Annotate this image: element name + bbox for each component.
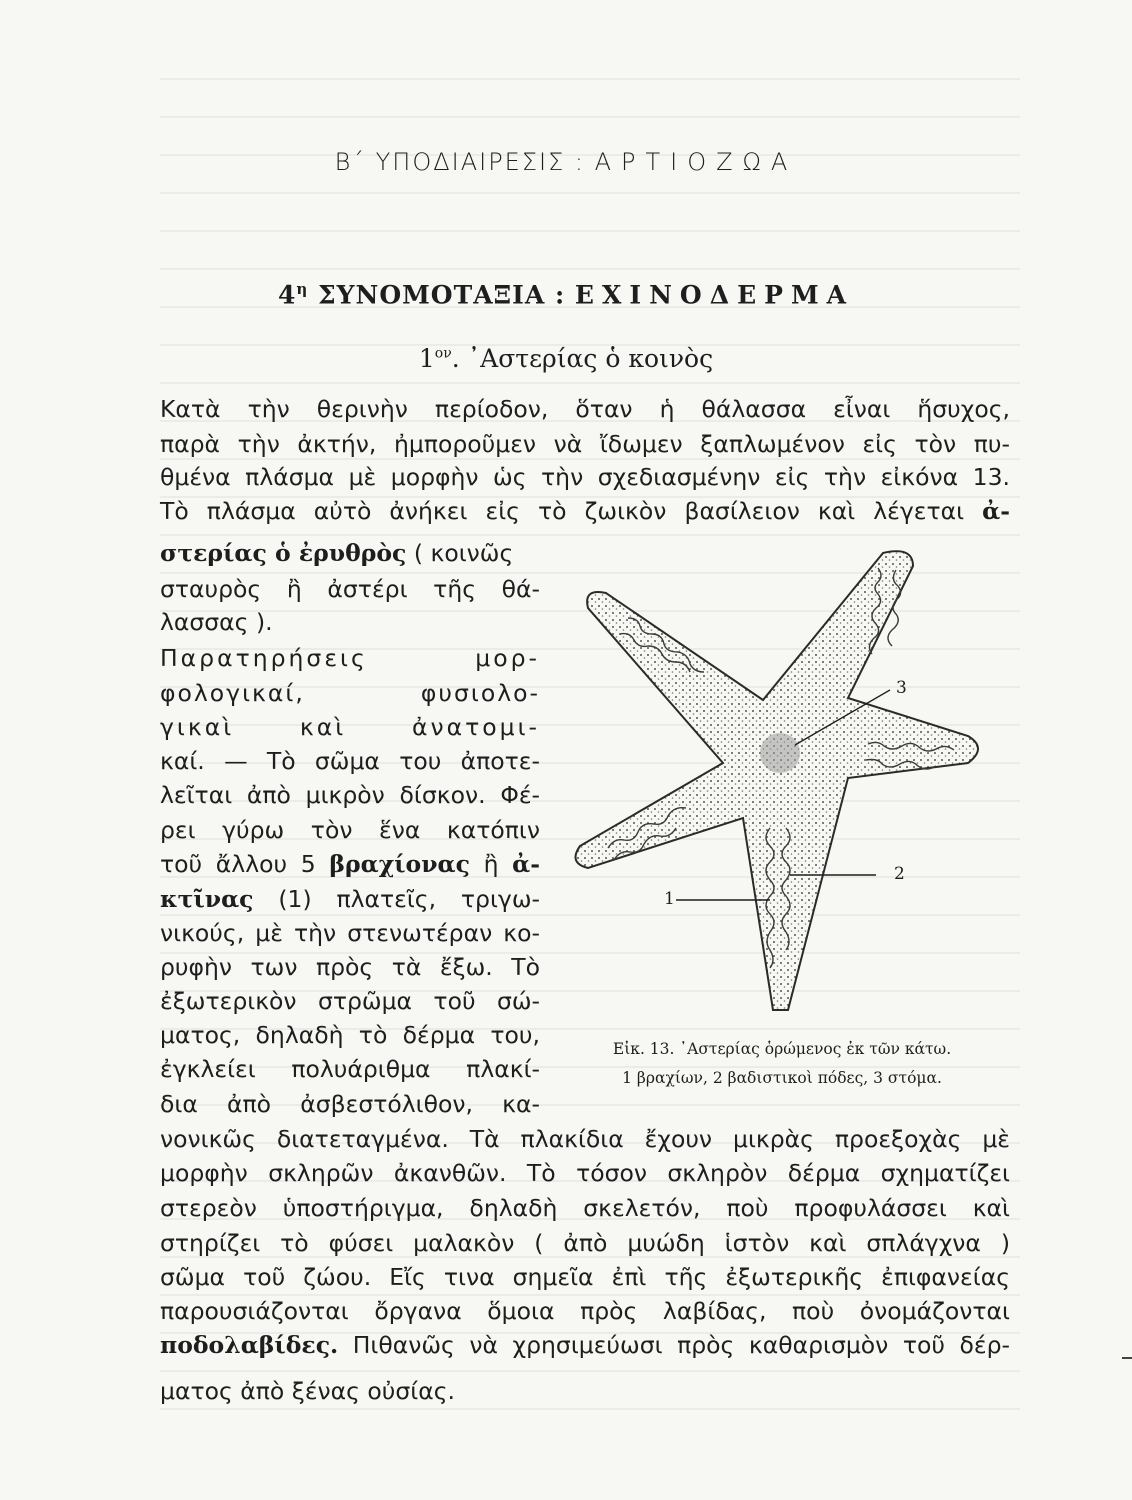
cont-line-8: ματος ἀπὸ ξένας οὐσίας. <box>160 1377 455 1405</box>
intro-line-5 <box>160 538 513 568</box>
term-brachionas: βραχίονας <box>329 850 470 878</box>
obs-line-7-or: ἢ <box>469 850 513 878</box>
obs-line-11: ἐξωτερικὸν στρῶμα τοῦ σώ- <box>160 987 540 1015</box>
phylum-ordinal: η <box>296 280 309 298</box>
obs-line-1: Παρατηρήσεις μορ- <box>160 644 540 672</box>
cont-line-1: νονικῶς διατεταγμένα. Τὰ πλακίδια ἔχουν μικρὰς προεξοχὰς μὲ <box>160 1125 1010 1153</box>
cont-line-4: στηρίζει τὸ φύσει μαλακὸν ( ἀπὸ μυώδη ἱστὸν καὶ σπλάγχνα ) <box>160 1229 1010 1257</box>
term-podolavides: ποδολαβίδες. <box>160 1331 339 1359</box>
intro-line-2: παρὰ τὴν ἀκτήν, ἠμποροῦμεν νὰ ἴδωμεν ξαπλωμένον εἰς τὸν πυ- <box>160 430 1010 458</box>
obs-line-9: νικούς, μὲ τὴν στενωτέραν κο- <box>160 919 540 947</box>
starfish-illustration <box>548 548 1018 1038</box>
obs-line-5: λεῖται ἀπὸ μικρὸν δίσκον. Φέ- <box>160 781 540 809</box>
obs-line-7-text: τοῦ ἄλλου 5 <box>160 850 330 878</box>
cont-line-6: παρουσιάζονται ὄργανα ὅμοια πρὸς λαβίδας, ποὺ ὀνομάζονται <box>160 1297 1010 1325</box>
section-ordinal: ον <box>434 345 452 362</box>
starfish-body <box>576 551 979 1010</box>
cont-line-3: στερεὸν ὑποστήριγμα, δηλαδὴ σκελετόν, ποὺ προφυλάσσει καὶ <box>160 1194 1010 1222</box>
obs-line-12: ματος, δηλαδὴ τὸ δέρμα του, <box>160 1021 540 1049</box>
figure-caption-line-2: 1 βραχίων, 2 βαδιστικοὶ πόδες, 3 στόμα. <box>622 1069 942 1087</box>
intro-line-3: θμένα πλάσμα μὲ μορφὴν ὡς τὴν σχεδιασμένην εἰς τὴν εἰκόνα 13. <box>160 463 1010 491</box>
intro-line-4-bold: ἀ- <box>982 497 1010 525</box>
cont-line-2: μορφὴν σκληρῶν ἀκανθῶν. Τὸ τόσον σκληρὸν δέρμα σχηματίζει <box>160 1159 1010 1187</box>
intro-line-4 <box>160 496 1010 526</box>
obs-line-8 <box>160 884 540 914</box>
section-number: 1 <box>418 344 435 373</box>
section-heading <box>0 344 1132 373</box>
intro-line-5-text: ( κοινῶς <box>406 539 514 567</box>
mouth-disc <box>760 733 800 773</box>
phylum-number: 4 <box>277 280 297 310</box>
page-edge-mark <box>1122 1357 1132 1359</box>
subdivision-heading <box>0 148 1132 176</box>
label-mouth: 3 <box>896 678 907 698</box>
obs-line-7 <box>160 849 540 879</box>
obs-line-8-text: (1) πλατεῖς, τριγω- <box>253 885 540 913</box>
subdivision-name: ΑΡΤΙΟΖΩΑ <box>594 148 798 176</box>
intro-line-7: λασσας ). <box>160 608 273 636</box>
figure-caption-line-1: Εἰκ. 13. ᾿Αστερίας ὁρώμενος ἐκ τῶν κάτω. <box>612 1040 952 1058</box>
term-asterias-erythros: στερίας ὁ ἐρυθρὸς <box>160 539 407 567</box>
obs-line-3: γικαὶ καὶ ἀνατομι- <box>160 713 540 741</box>
phylum-label: ΣΥΝΟΜΟΤΑΞΙΑ : <box>317 280 566 310</box>
section-title: . ᾿Αστερίας ὁ κοινὸς <box>451 344 714 373</box>
intro-line-1: Κατὰ τὴν θερινὴν περίοδον, ὅταν ἡ θάλασσα εἶναι ἥσυχος, <box>160 395 1010 423</box>
cont-line-7-text: Πιθανῶς νὰ χρησιμεύωσι πρὸς καθαρισμὸν τοῦ δέρ- <box>338 1331 1010 1359</box>
label-arm: 1 <box>664 889 675 909</box>
obs-line-2: φολογικαί, φυσιολο- <box>160 679 540 707</box>
cont-line-5: σῶμα τοῦ ζώου. Εἴς τινα σημεῖα ἐπὶ τῆς ἐξωτερικῆς ἐπιφανείας <box>160 1263 1010 1291</box>
phylum-heading <box>0 280 1132 309</box>
obs-line-14: δια ἀπὸ ἀσβεστόλιθον, κα- <box>160 1090 540 1118</box>
phylum-name: ΕΧΙΝΟΔΕΡΜΑ <box>574 280 855 310</box>
obs-line-10: ρυφὴν των πρὸς τὰ ἔξω. Τὸ <box>160 953 540 981</box>
label-tube-feet: 2 <box>894 864 905 884</box>
intro-line-4-text: Τὸ πλάσμα αὐτὸ ἀνήκει εἰς τὸ ζωικὸν βασίλειον καὶ λέγεται <box>160 497 965 525</box>
subdivision-prefix: Β΄ ΥΠΟΔΙΑΙΡΕΣΙΣ : <box>334 148 585 176</box>
obs-line-6: ρει γύρω τὸν ἕνα κατόπιν <box>160 816 540 844</box>
term-aktinas-start: ἀ- <box>512 850 540 878</box>
obs-line-4: καί. — Τὸ σῶμα του ἀποτε- <box>160 747 540 775</box>
obs-line-13: ἐγκλείει πολυάριθμα πλακί- <box>160 1055 540 1083</box>
cont-line-7 <box>160 1330 1010 1360</box>
intro-line-6: σταυρὸς ἢ ἀστέρι τῆς θά- <box>160 575 540 603</box>
term-aktinas-end: κτῖνας <box>160 885 254 913</box>
